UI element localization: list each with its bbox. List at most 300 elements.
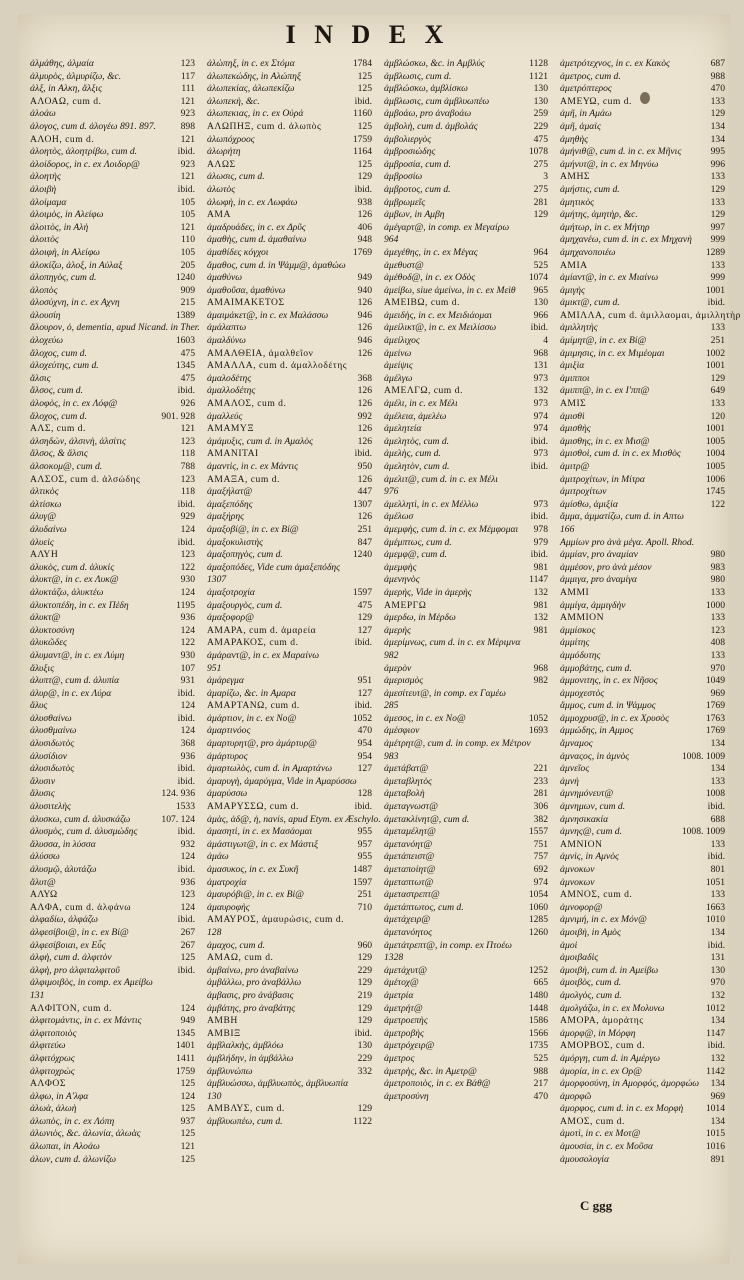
index-term: ἄλουρον, ὁ, dementia, apud Nicand. in Ther. xyxy=(30,322,200,334)
index-page-ref: ibid. xyxy=(177,775,195,787)
index-entry xyxy=(30,171,195,184)
index-term: ἀμαξοφορ@ xyxy=(207,612,254,624)
index-page-ref: 125 xyxy=(180,1128,195,1140)
index-term: ἀμβων, in Αμβη xyxy=(384,209,445,221)
index-page-ref: 368 xyxy=(357,372,372,384)
index-term: ἀμιγὴς xyxy=(560,284,585,296)
index-entry xyxy=(30,990,195,1003)
index-page-ref: 219 xyxy=(357,989,372,1001)
index-term: ἀμερδω, in Μέρδω xyxy=(384,612,456,624)
index-page-ref: ibid. xyxy=(177,385,195,397)
index-entry xyxy=(30,1154,195,1167)
index-entry xyxy=(560,448,725,461)
index-term: ἀμήτωρ, in c. ex Μήτηρ xyxy=(560,221,650,233)
index-term: ΑΜΒΙΞ xyxy=(207,1027,241,1039)
index-term: ἀμέλι, in c. ex Μέλι xyxy=(384,398,458,410)
index-page-ref: 275 xyxy=(533,158,548,170)
index-term: ΑΜΝΙΟΝ xyxy=(560,838,603,850)
index-entry xyxy=(560,184,725,197)
index-entry xyxy=(207,788,372,801)
index-entry xyxy=(30,222,195,235)
index-entry xyxy=(384,650,548,663)
index-entry xyxy=(560,776,725,789)
index-term: ἀμεσίτευτ@, in comp. ex Γαμέω xyxy=(384,687,506,699)
index-page-ref: 957 xyxy=(357,838,372,850)
index-page-ref: 1769 xyxy=(705,700,725,712)
index-entry xyxy=(560,990,725,1003)
index-term: ἀμολγὸς, cum d. xyxy=(560,989,622,1001)
index-page-ref: 525 xyxy=(533,1052,548,1064)
index-term: ΑΛΟΑΩ, cum d. xyxy=(30,95,102,107)
index-page-ref: 978 xyxy=(533,523,548,535)
index-entry xyxy=(560,260,725,273)
index-term: ἀμειδὴς, in c. ex Μειδιάομαι xyxy=(384,309,492,321)
index-page-ref: 332 xyxy=(357,1065,372,1077)
index-page-ref: 929 xyxy=(180,511,195,523)
index-term: ἀμελλητὶ, in c. ex Μέλλω xyxy=(384,498,479,510)
index-page-ref: 1121 xyxy=(529,70,548,82)
index-entry xyxy=(384,1028,548,1041)
index-entry xyxy=(30,398,195,411)
index-entry xyxy=(207,914,372,927)
index-page-ref: 3 xyxy=(543,171,548,183)
index-entry xyxy=(207,184,372,197)
index-entry xyxy=(560,612,725,625)
index-entry xyxy=(384,788,548,801)
index-page-ref: 1002 xyxy=(705,347,725,359)
index-page-ref: 1010 xyxy=(705,914,725,926)
index-entry xyxy=(560,574,725,587)
index-page-ref: 1008. 1009 xyxy=(681,750,725,762)
index-term: ἀμεταπτωτ@ xyxy=(384,876,434,888)
index-entry xyxy=(560,663,725,676)
index-entry xyxy=(207,612,372,625)
index-page-ref: 107 xyxy=(180,662,195,674)
index-page-ref xyxy=(369,562,372,575)
index-term: 130 xyxy=(207,1090,222,1102)
index-entry xyxy=(560,675,725,688)
index-entry xyxy=(384,448,548,461)
index-entry xyxy=(560,965,725,978)
index-term: ΑΜΙΑ xyxy=(560,259,588,271)
index-page-ref xyxy=(545,751,548,764)
index-entry xyxy=(30,96,195,109)
index-page-ref: 126 xyxy=(357,511,372,523)
index-entry xyxy=(30,864,195,877)
index-page-ref: 982 xyxy=(533,675,548,687)
index-entry xyxy=(30,474,195,487)
index-entry xyxy=(384,851,548,864)
index-entry xyxy=(560,197,725,210)
index-page-ref: 801 xyxy=(710,864,725,875)
index-page-ref: 1001 xyxy=(705,360,725,372)
index-term: ἄλυσιν xyxy=(30,775,56,787)
index-entry xyxy=(560,688,725,701)
index-entry xyxy=(560,826,725,839)
index-entry xyxy=(560,423,725,436)
index-page-ref: 382 xyxy=(533,813,548,825)
index-page-ref: 134 xyxy=(710,1015,725,1027)
index-term: ΑΜΜΙΟΝ xyxy=(560,612,605,624)
index-entry xyxy=(560,549,725,562)
index-term: ἀμελιτ@, cum d. in c. ex Μέλι xyxy=(384,473,498,485)
index-page-ref: 1054 xyxy=(528,889,548,901)
index-page-ref: 1049 xyxy=(705,675,725,687)
index-page-ref: 124 xyxy=(180,901,195,913)
index-page-ref: 1693 xyxy=(528,725,548,737)
index-term: ἀμετανόητ@ xyxy=(384,838,433,850)
index-term: Αμμίων pro ἀνὰ μέγα. Apoll. Rhod. xyxy=(560,536,695,548)
index-term: ἀμαλλεύς xyxy=(207,410,243,422)
index-page-ref: 133 xyxy=(710,838,725,850)
index-term: ΑΜΙΣ xyxy=(560,398,587,410)
index-page-ref: 757 xyxy=(533,851,548,863)
signature-mark: C ggg xyxy=(580,1198,613,1213)
index-entry xyxy=(560,322,725,335)
index-page-ref: 125 xyxy=(180,1078,195,1090)
index-entry xyxy=(207,423,372,436)
index-entry xyxy=(30,108,195,121)
index-entry xyxy=(207,751,372,764)
index-term: ἀλυσιδωτὸς xyxy=(30,738,75,750)
index-entry xyxy=(30,1003,195,1016)
index-term: ἀμνοκων xyxy=(560,876,595,888)
index-entry xyxy=(384,96,548,109)
index-term: ἀλφὴ, pro ἀλφιταλφιτοῦ xyxy=(30,964,120,976)
index-term: ἀμβροτος, cum d. xyxy=(384,183,451,195)
index-page-ref: 960 xyxy=(357,939,372,951)
index-term: ἄμαθος, cum d. in Ψάμμ@, ἀμαθώω xyxy=(207,259,346,271)
index-page-ref: 475 xyxy=(180,347,195,359)
index-page-ref: 1004 xyxy=(705,448,725,460)
index-page-ref: 470 xyxy=(357,725,372,737)
index-page-ref: 970 xyxy=(710,977,725,989)
index-term: ἀμοιβὸς, cum d. xyxy=(560,977,622,989)
index-page-ref xyxy=(200,322,203,335)
index-term: ἀλωὰ, ἀλωὴ xyxy=(30,1103,77,1115)
index-entry xyxy=(560,461,725,474)
index-term: ἀλφω, in Α'λφα xyxy=(30,1090,89,1102)
index-page-ref: 999 xyxy=(710,272,725,284)
index-page-ref xyxy=(369,776,372,789)
index-page-ref: 1164 xyxy=(353,146,372,158)
index-term: ΑΛΥΗ xyxy=(30,549,59,561)
index-entry xyxy=(560,297,725,310)
index-page-ref: ibid. xyxy=(354,95,372,107)
index-entry xyxy=(30,663,195,676)
index-entry xyxy=(30,851,195,864)
index-entry xyxy=(560,562,725,575)
index-term: ἀλφιτόχρως xyxy=(30,1052,75,1064)
index-entry xyxy=(30,537,195,550)
index-page-ref: 973 xyxy=(533,398,548,410)
index-entry xyxy=(207,234,372,247)
index-page-ref: 125 xyxy=(357,70,372,82)
index-term: ἀμνημων, cum d. xyxy=(560,801,626,813)
index-term: ἀμμίτης xyxy=(560,637,590,649)
index-entry xyxy=(207,637,372,650)
index-page-ref: 131 xyxy=(533,360,548,372)
index-term: ἀμαθὴς, cum d. ἀμαθαίνω xyxy=(207,234,307,246)
index-page-ref: 1763 xyxy=(705,712,725,724)
index-term: ΑΛΩΣ xyxy=(207,158,236,170)
index-term: ἀλοάω xyxy=(30,108,56,120)
index-entry xyxy=(560,650,725,663)
index-term: ἀμβλαλκὴς, ἀμβλόω xyxy=(207,1040,284,1052)
index-page-ref: 936 xyxy=(180,612,195,624)
index-entry xyxy=(207,436,372,449)
index-page-ref: 125 xyxy=(180,952,195,964)
index-page-ref: 121 xyxy=(180,221,195,233)
index-term: ἀμερὴς, Vide in ἀμερὴς xyxy=(384,586,472,598)
index-page-ref: ibid. xyxy=(177,183,195,195)
index-entry xyxy=(30,423,195,436)
index-term: ἀμίμητ@, in c. ex Βί@ xyxy=(560,335,647,347)
index-term: ΑΛΦΑ, cum d. ἀλφάνω xyxy=(30,901,132,913)
index-entry xyxy=(30,146,195,159)
index-page-ref: ibid. xyxy=(354,448,372,460)
index-term: ἀμετροβὴς xyxy=(384,1027,424,1039)
index-page-ref: 951 xyxy=(357,675,372,687)
index-term: ἀλοπηγὸς, cum d. xyxy=(30,272,97,284)
index-term: ἀμεταγνωστ@ xyxy=(384,801,438,813)
index-entry xyxy=(207,171,372,184)
index-entry xyxy=(30,209,195,222)
index-entry xyxy=(384,1003,548,1016)
index-term: ἀμείψις xyxy=(384,360,413,372)
index-entry xyxy=(560,247,725,260)
index-entry xyxy=(384,108,548,121)
index-entry xyxy=(207,96,372,109)
index-term: ἄμμα, ἀμματίζω, cum d. in Απτω xyxy=(560,511,684,523)
index-entry xyxy=(560,499,725,512)
index-entry xyxy=(207,889,372,902)
index-page-ref: 251 xyxy=(357,889,372,901)
index-entry xyxy=(384,411,548,424)
index-page-ref: 1597 xyxy=(352,586,372,598)
index-term: ἀμεσος, in c. ex Νο@ xyxy=(384,712,466,724)
index-page-ref: 281 xyxy=(533,788,548,800)
index-term: ἀλωσις, cum d. xyxy=(207,171,265,183)
index-entry xyxy=(207,1116,372,1129)
index-page-ref: 124 xyxy=(180,1002,195,1014)
index-term: ΑΛΣΟΣ, cum d. ἀλσώδης xyxy=(30,473,141,485)
index-page-ref: 406 xyxy=(357,221,372,233)
index-page-ref: 133 xyxy=(710,259,725,271)
index-term: ἀμελὴς, cum d. xyxy=(384,448,441,460)
index-entry xyxy=(30,411,195,424)
index-page-ref: 129 xyxy=(357,1103,372,1115)
index-entry xyxy=(560,511,725,524)
index-page-ref: 122 xyxy=(180,637,195,649)
index-term: ἀλοιτὸς xyxy=(30,234,59,246)
index-page-ref: 134 xyxy=(710,926,725,938)
index-entry xyxy=(30,814,195,827)
index-term: ἀμμοβάτης, cum d. xyxy=(560,662,632,674)
index-entry xyxy=(384,474,548,487)
index-page-ref: 368 xyxy=(180,738,195,750)
index-page-ref: 130 xyxy=(533,297,548,309)
index-term: ἀμισθοὶ, cum d. in c. ex Μισθὸς xyxy=(560,448,681,460)
index-term: ἀλοίμαμα xyxy=(30,196,67,208)
index-page-ref: 251 xyxy=(357,523,372,535)
index-page-ref: 932 xyxy=(180,838,195,850)
index-term: ἀμάω xyxy=(207,851,229,863)
index-page-ref: 133 xyxy=(710,649,725,661)
index-entry xyxy=(384,977,548,990)
index-term: ἀλφεσίβοι@, in c. ex Βί@ xyxy=(30,926,129,938)
index-page-ref: 125 xyxy=(357,158,372,170)
index-page-ref: 133 xyxy=(710,196,725,208)
index-entry xyxy=(384,71,548,84)
index-term: ἀλυσκω, cum d. ἀλυσκάζω xyxy=(30,813,131,825)
index-entry xyxy=(560,1091,725,1104)
index-term: ἀλφιτεύω xyxy=(30,1040,66,1052)
index-entry xyxy=(207,801,372,814)
index-term: ἀμαλοδέτης xyxy=(207,372,252,384)
index-page-ref: 124 xyxy=(180,523,195,535)
index-page-ref: 1769 xyxy=(705,725,725,737)
index-term: ΑΜΑΛΘΕΙΑ, ἀμαλθεῖον xyxy=(207,347,314,359)
index-term: ἀμεμφ@, cum d. xyxy=(384,549,447,561)
index-entry xyxy=(207,813,381,827)
index-term: ἀλτίσκω xyxy=(30,498,62,510)
index-term: ἀμενηνὸς xyxy=(384,574,420,586)
index-term: ἀλυκτ@ xyxy=(30,612,61,624)
index-entry xyxy=(207,474,372,487)
index-page-ref: 946 xyxy=(357,335,372,347)
index-page-ref: 1533 xyxy=(175,801,195,813)
index-entry xyxy=(560,864,725,877)
index-term: ἀλοχεύω xyxy=(30,335,63,347)
index-entry xyxy=(560,814,725,827)
index-page-ref: 1008 xyxy=(705,788,725,800)
index-term: ἀμαθίδες κόγχοι xyxy=(207,246,269,258)
index-page-ref: 217 xyxy=(533,1078,548,1090)
index-page-ref: 126 xyxy=(357,398,372,410)
index-entry xyxy=(207,650,372,663)
index-term: ἀμαλλοδέτης xyxy=(207,385,256,397)
index-page-ref: 1052 xyxy=(528,712,548,724)
index-term: ἀμνησικακία xyxy=(560,813,609,825)
index-entry xyxy=(560,902,725,915)
index-page-ref: ibid. xyxy=(177,536,195,548)
index-entry xyxy=(207,260,372,273)
index-term: ἀμελητὸς, cum d. xyxy=(384,435,450,447)
index-term: ἀμετρία xyxy=(384,989,414,1001)
index-entry xyxy=(207,574,372,587)
index-entry xyxy=(560,436,725,449)
index-term: ἀλοχεύτης, cum d. xyxy=(30,360,99,372)
index-page-ref xyxy=(722,537,725,550)
index-term: ΑΜΑΡΥΣΣΩ, cum d. xyxy=(207,801,299,813)
index-page-ref: 129 xyxy=(710,372,725,384)
index-page-ref: 110 xyxy=(180,234,195,246)
index-term: ἀλυμαντ@, in c. ex Λύμη xyxy=(30,649,125,661)
index-term: ἀμιπποι xyxy=(560,372,590,384)
index-page-ref xyxy=(545,486,548,499)
index-page-ref: 1411 xyxy=(176,1052,195,1064)
index-term: ἀμμοχεστὸς xyxy=(560,687,605,699)
index-entry xyxy=(30,322,200,335)
index-page-ref: ibid. xyxy=(530,322,548,334)
index-term: ἄλοχος, cum d. xyxy=(30,347,87,359)
index-term: ἀμβλυνώπω xyxy=(207,1065,253,1077)
index-entry xyxy=(207,927,372,940)
index-term: ἀμίσθω, ἀμιξία xyxy=(560,498,618,510)
index-page-ref: 134 xyxy=(710,120,725,132)
index-page-ref: 1074 xyxy=(528,272,548,284)
index-term: ἀλωφὴ, in c. ex Λωφάω xyxy=(207,196,298,208)
index-term: ἀλυκτάζω, ἀλυκτέω xyxy=(30,586,104,598)
index-term: ἀμουσία, in c. ex Μοῦσα xyxy=(560,1141,654,1153)
index-page-ref: 1759 xyxy=(352,133,372,145)
index-page-ref xyxy=(545,940,548,953)
index-entry xyxy=(207,965,372,978)
index-page-ref: 1307 xyxy=(352,498,372,510)
index-term: 951 xyxy=(207,662,222,674)
index-page-ref: 125 xyxy=(180,1103,195,1115)
index-page-ref: ibid. xyxy=(354,183,372,195)
index-term: ἀμαλδύνω xyxy=(207,335,246,347)
index-term: ἀλυσιδωτὸς xyxy=(30,763,75,775)
index-entry xyxy=(384,461,548,474)
index-entry xyxy=(384,914,548,927)
index-term: ἀμηθὴς xyxy=(560,133,588,145)
index-page-ref: 127 xyxy=(357,763,372,775)
index-entry xyxy=(384,83,548,96)
index-page-ref: 4 xyxy=(543,335,548,347)
index-term: ΑΜΒΗ xyxy=(207,1015,238,1027)
index-term: ἀμαθύνω xyxy=(207,272,243,284)
index-page-ref: 687 xyxy=(710,58,725,69)
index-entry xyxy=(384,1078,548,1091)
index-entry xyxy=(384,877,548,890)
index-page-ref: 949 xyxy=(357,272,372,284)
index-term: ἀμιτρ@ xyxy=(560,461,590,472)
index-entry xyxy=(384,297,548,310)
index-page-ref: ibid. xyxy=(177,864,195,875)
index-entry xyxy=(30,751,195,764)
index-term: ἀμαθοῦσα, ἀμαθύνω xyxy=(207,284,286,296)
index-term: ἀμεγέθης, in c. ex Μέγας xyxy=(384,246,478,258)
index-page-ref: 1005 xyxy=(705,461,725,472)
index-page-ref: 259 xyxy=(533,108,548,120)
index-term: ἀμιππ@, in c. ex Ι'ππ@ xyxy=(560,385,650,397)
index-entry xyxy=(30,839,195,852)
index-entry xyxy=(207,272,372,285)
index-page-ref: 267 xyxy=(180,926,195,938)
index-term: ἀλφιτομάντις, in c. ex Μάντις xyxy=(30,1015,142,1027)
index-page-ref: 930 xyxy=(180,649,195,661)
index-entry xyxy=(30,461,195,474)
index-page-ref: ibid. xyxy=(707,297,725,309)
index-entry xyxy=(560,335,725,348)
index-page-ref: 229 xyxy=(357,964,372,976)
index-entry xyxy=(30,927,195,940)
index-entry xyxy=(30,877,195,890)
index-page-ref: 132 xyxy=(710,989,725,1001)
index-entry xyxy=(560,600,725,613)
index-entry xyxy=(560,927,725,940)
index-page-ref: 124 xyxy=(180,586,195,598)
index-page-ref: ibid. xyxy=(354,801,372,813)
index-page-ref: 973 xyxy=(533,372,548,384)
index-entry xyxy=(207,448,372,461)
index-entry xyxy=(560,625,725,638)
index-page-ref: ibid. xyxy=(177,498,195,510)
index-term: ἀμερὸν xyxy=(384,662,412,674)
